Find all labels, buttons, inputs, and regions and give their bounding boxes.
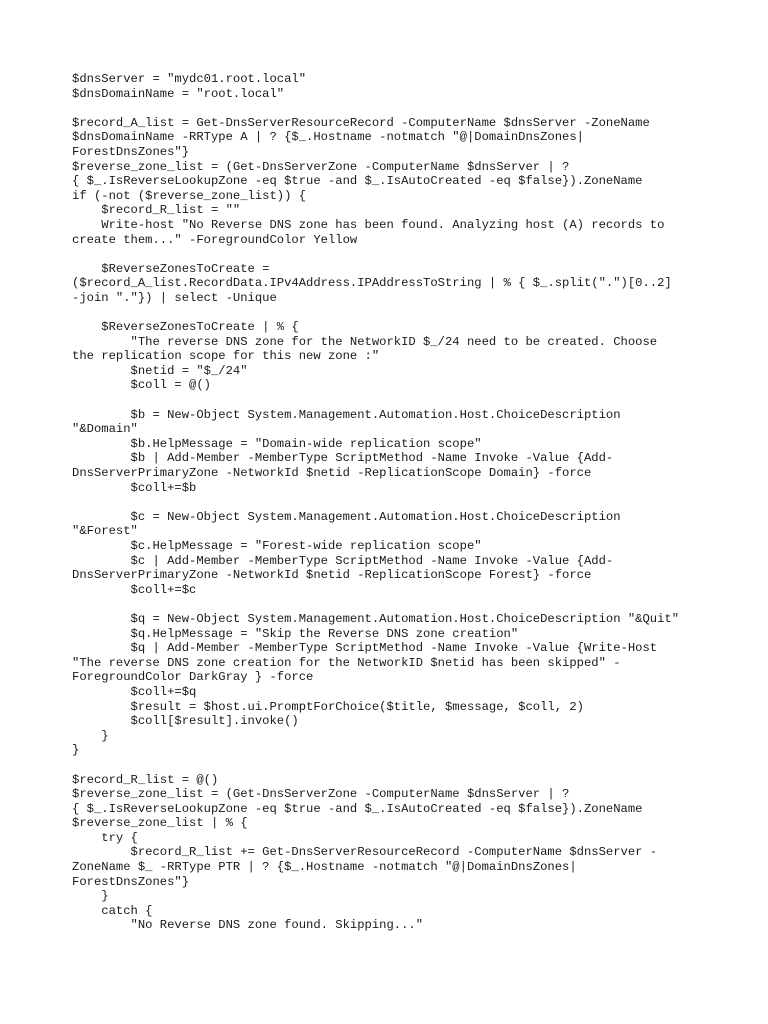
code-line: $b | Add-Member -MemberType ScriptMethod -Name Invoke -Value {Add-	[72, 451, 614, 466]
code-line: $dnsDomainName -RRType A | ? {$_.Hostname -notmatch "@|DomainDnsZones|	[72, 130, 584, 145]
code-line	[72, 758, 712, 773]
code-line: { $_.IsReverseLookupZone -eq $true -and $_.IsAutoCreated -eq $false}).ZoneName	[72, 174, 643, 189]
code-line: $dnsDomainName = "root.local"	[72, 86, 285, 101]
code-line: $coll+=$b	[72, 480, 197, 495]
code-line: $c | Add-Member -MemberType ScriptMethod -Name Invoke -Value {Add-	[72, 553, 614, 568]
code-line: create them..." -ForegroundColor Yellow	[72, 232, 358, 247]
code-line: $c = New-Object System.Management.Automation.Host.ChoiceDescription	[72, 509, 621, 524]
code-line: ForegroundColor DarkGray } -force	[72, 670, 314, 685]
code-line	[72, 495, 712, 510]
code-line: $ReverseZonesToCreate =	[72, 261, 270, 276]
code-line: $q = New-Object System.Management.Automation.Host.ChoiceDescription "&Quit"	[72, 611, 680, 626]
code-line	[72, 393, 712, 408]
code-line: $coll+=$c	[72, 582, 197, 597]
code-line: $result = $host.ui.PromptForChoice($title, $message, $coll, 2)	[72, 699, 584, 714]
code-line: $dnsServer = "mydc01.root.local"	[72, 72, 307, 86]
code-line: $reverse_zone_list | % {	[72, 816, 248, 831]
code-line: -join "."}) | select -Unique	[72, 290, 277, 305]
code-line: "&Forest"	[72, 524, 138, 539]
code-line: $coll+=$q	[72, 684, 197, 699]
code-line: "The reverse DNS zone for the NetworkID $_/24 need to be created. Choose	[72, 334, 658, 349]
code-line: "The reverse DNS zone creation for the NetworkID $netid has been skipped" -	[72, 655, 621, 670]
code-line: }	[72, 889, 109, 904]
code-line: the replication scope for this new zone :"	[72, 349, 380, 364]
code-line: $record_R_list += Get-DnsServerResourceRecord -ComputerName $dnsServer -	[72, 845, 658, 860]
code-line	[72, 597, 712, 612]
code-block	[72, 72, 712, 933]
code-line: "&Domain"	[72, 422, 138, 437]
code-line: }	[72, 728, 109, 743]
code-line: $reverse_zone_list = (Get-DnsServerZone -ComputerName $dnsServer | ?	[72, 159, 570, 174]
code-line: { $_.IsReverseLookupZone -eq $true -and $_.IsAutoCreated -eq $false}).ZoneName	[72, 801, 643, 816]
code-line: if (-not ($reverse_zone_list)) {	[72, 188, 307, 203]
code-line: $ReverseZonesToCreate | % {	[72, 320, 299, 335]
code-line: DnsServerPrimaryZone -NetworkId $netid -ReplicationScope Domain} -force	[72, 466, 592, 481]
code-line: $q.HelpMessage = "Skip the Reverse DNS zone creation"	[72, 626, 519, 641]
code-line: $b.HelpMessage = "Domain-wide replication scope"	[72, 436, 482, 451]
code-line: ForestDnsZones"}	[72, 144, 190, 159]
code-line: catch {	[72, 903, 153, 918]
code-line: $reverse_zone_list = (Get-DnsServerZone -ComputerName $dnsServer | ?	[72, 787, 570, 802]
code-line: DnsServerPrimaryZone -NetworkId $netid -ReplicationScope Forest} -force	[72, 568, 592, 583]
code-line: $coll = @()	[72, 378, 211, 393]
code-line: ForestDnsZones"}	[72, 874, 190, 889]
code-line: $record_R_list = @()	[72, 772, 219, 787]
code-line: $b = New-Object System.Management.Automation.Host.ChoiceDescription	[72, 407, 621, 422]
code-line: $c.HelpMessage = "Forest-wide replication scope"	[72, 539, 482, 553]
code-line: try {	[72, 830, 138, 845]
code-line: ZoneName $_ -RRType PTR | ? {$_.Hostname -notmatch "@|DomainDnsZones|	[72, 860, 577, 875]
code-line: Write-host "No Reverse DNS zone has been found. Analyzing host (A) records to	[72, 217, 665, 232]
code-line: $record_R_list = ""	[72, 203, 241, 218]
code-line	[72, 101, 712, 116]
code-line: $record_A_list = Get-DnsServerResourceRecord -ComputerName $dnsServer -ZoneName	[72, 115, 650, 130]
code-line	[72, 247, 712, 262]
code-line: }	[72, 743, 80, 758]
code-line: $coll[$result].invoke()	[72, 714, 299, 729]
code-line: $q | Add-Member -MemberType ScriptMethod -Name Invoke -Value {Write-Host	[72, 641, 658, 656]
code-line: $netid = "$_/24"	[72, 363, 248, 378]
code-line	[72, 306, 712, 321]
code-line: ($record_A_list.RecordData.IPv4Address.IPAddressToString | % { $_.split(".")[0..2]	[72, 276, 672, 291]
code-line: "No Reverse DNS zone found. Skipping..."	[72, 918, 424, 933]
